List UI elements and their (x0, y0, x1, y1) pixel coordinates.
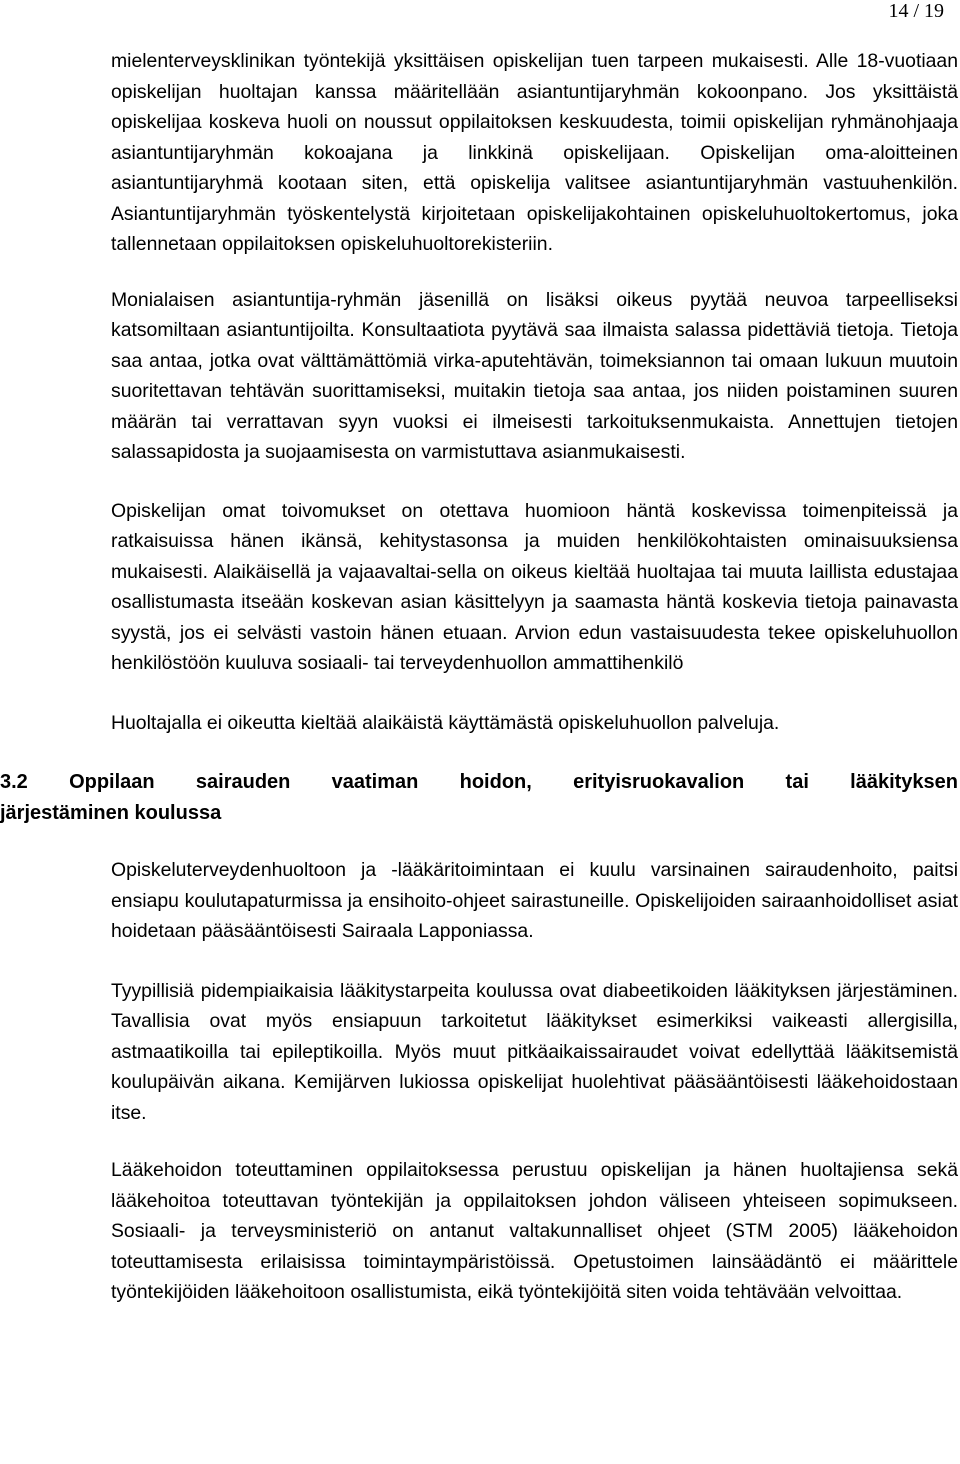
paragraph-student-wishes: Opiskelijan omat toivomukset on otettava huomioon häntä koskevissa toimenpiteissä ja ratkaisuissa hänen ikänsä, kehitystasonsa ja muiden henkilökohtaisten ominaisuuksiensa mukaisesti. Alaikäisellä ja vajaavaltai-sella on oikeus kieltää huoltajaa tai muuta laillista edustajaa osallistumasta itseään koskevan asian käsittelyyn ja saamasta häntä koskevia tietoja painavasta syystä, jos ei selvästi vastoin hänen etuaan. Arvion edun vastaisuudesta tekee opiskeluhuollon henkilöstöön kuuluva sosiaali- tai terveydenhuollon ammattihenkilö (111, 499, 958, 674)
section-heading-line-2: järjestäminen koulussa (0, 801, 222, 824)
section-heading (0, 767, 958, 828)
page-number: 14 / 19 (888, 0, 944, 22)
paragraph-medication-needs: Tyypillisiä pidempiaikaisia lääkitystarpeita koulussa ovat diabeetikoiden lääkityksen järjestäminen. Tavallisia ovat myös ensiapuun tarkoitetut lääkitykset esimerkiksi vaikeasti allergisilla, astmaatikoilla tai epileptikoilla. Myös muut pitkäaikaissairaudet voivat edellyttää lääkitsemistä koulupäivän aikana. Kemijärven lukiossa opiskelijat huolehtivat pääsääntöisesti lääkehoidostaan itse. (111, 979, 958, 1124)
paragraph-health-care: Opiskeluterveydenhuoltoon ja -lääkäritoimintaan ei kuulu varsinainen sairaudenhoito, paitsi ensiapu koulutapaturmissa ja ensihoito-ohjeet sairastuneille. Opiskelijoiden sairaanhoidolliset asiat hoidetaan pääsääntöisesti Sairaala Lapponiassa. (111, 859, 958, 942)
paragraph-guardian-note: Huoltajalla ei oikeutta kieltää alaikäistä käyttämästä opiskeluhuollon palveluja. (111, 711, 780, 734)
section-heading-line-1: 3.2 Oppilaan sairauden vaatiman hoidon, erityisruokavalion tai lääkityksen (0, 771, 958, 793)
document-body (0, 46, 960, 1335)
paragraph-consultation: Monialaisen asiantuntija-ryhmän jäsenillä on lisäksi oikeus pyytää neuvoa tarpeelliseksi katsomiltaan asiantuntijoilta. Konsultaatiota pyytävä saa ilmaista salassa pidettäviä tietoja. Tietoja saa antaa, jotka ovat välttämättömiä virka-aputehtävän, toimeksiannon tai omaan lukuun muutoin suoritettavan tehtävän suorittamiseksi, muitakin tietoja saa antaa, jos niiden poistaminen suuren määrän tai verrattavan syyn vuoksi ei ilmeisesti tarkoituksenmukaista. Annettujen tietojen salassapidosta ja suojaamisesta on varmistuttava asianmukaisesti. (111, 288, 958, 463)
paragraph-medication-implementation: Lääkehoidon toteuttaminen oppilaitoksessa perustuu opiskelijan ja hänen huoltajiensa sekä lääkehoitoa toteuttavan työntekijän ja oppilaitoksen johdon väliseen yhteiseen sopimukseen. Sosiaali- ja terveysministeriö on antanut valtakunnalliset ohjeet (STM 2005) lääkehoidon toteuttamisesta erilaisissa toimintaympäristöissä. Opetustoimen lainsäädäntö ei määrittele työntekijöiden lääkehoitoon osallistumista, eikä työntekijöitä siten voida tehtävään velvoittaa. (111, 1159, 958, 1303)
paragraph-expert-group: mielenterveysklinikan työntekijä yksittäisen opiskelijan tuen tarpeen mukaisesti. Alle 18-vuotiaan opiskelijan huoltajan kanssa määritellään asiantuntijaryhmän kokoonpano. Jos yksittäistä opiskelijaa koskeva huoli on noussut oppilaitoksen keskuudesta, toimii opiskelijan ryhmänohjaaja asiantuntijaryhmän kokoajana ja linkkinä opiskelijaan. Opiskelijan oma-aloitteinen asiantuntijaryhmä kootaan siten, että opiskelija valitsee asiantuntijaryhmän vastuuhenkilön. Asiantuntijaryhmän työskentelystä kirjoitetaan opiskelijakohtainen opiskeluhuoltokertomus, joka tallennetaan oppilaitoksen opiskeluhuoltorekisteriin. (111, 50, 958, 255)
